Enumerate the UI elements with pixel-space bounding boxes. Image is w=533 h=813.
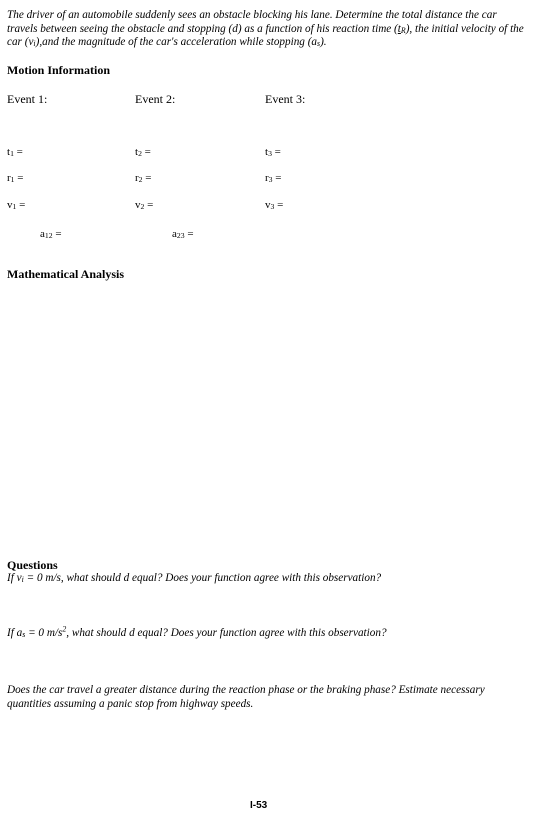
event-2-time: $t_2$ = <box>135 146 151 159</box>
event-2-velocity: $v_2$ = <box>135 199 154 212</box>
question-1: If $v_i = 0$ m/s, what should d equal? Does your function agree with this observation? <box>7 572 382 585</box>
acceleration-2-3: $a_{23}$ = <box>172 228 194 241</box>
event-1-time: $t_1$ = <box>7 146 23 159</box>
acceleration-1-2: $a_{12}$ = <box>40 228 62 241</box>
event-1-velocity: $v_1$ = <box>7 199 26 212</box>
question-2: If $a_s = 0$ $m/s^2$, what should d equal? Does your function agree with this observation? <box>7 624 387 640</box>
event-1-position: $r_1$ = <box>7 172 24 185</box>
page-number: I-53 <box>250 800 268 811</box>
event-3-label: Event 3: <box>265 92 306 106</box>
mathematical-analysis-heading: Mathematical Analysis <box>7 267 124 281</box>
motion-information-heading: Motion Information <box>7 63 110 77</box>
event-3-position: $r_3$ = <box>265 172 282 185</box>
problem-statement: The driver of an automobile suddenly sees an obstacle blocking his lane. Determine the total distance the car travels between seeing the obstacle and stopping (d) as a function of his reaction time $(t_R)$, the initial velocity of the car $(v_i),and$ the magnitude of the car's acceleration while stopping $(a_s)$. <box>7 9 524 49</box>
event-3-velocity: $v_3$ = <box>265 199 284 212</box>
event-3-time: $t_3$ = <box>265 146 281 159</box>
question-3: Does the car travel a greater distance during the reaction phase or the braking phase? Estimate necessary quantities assuming a panic stop from highway speeds. <box>7 684 485 710</box>
questions-heading: Questions <box>7 558 58 572</box>
event-1-label: Event 1: <box>7 92 48 106</box>
event-2-position: $r_2$ = <box>135 172 152 185</box>
event-2-label: Event 2: <box>135 92 176 106</box>
